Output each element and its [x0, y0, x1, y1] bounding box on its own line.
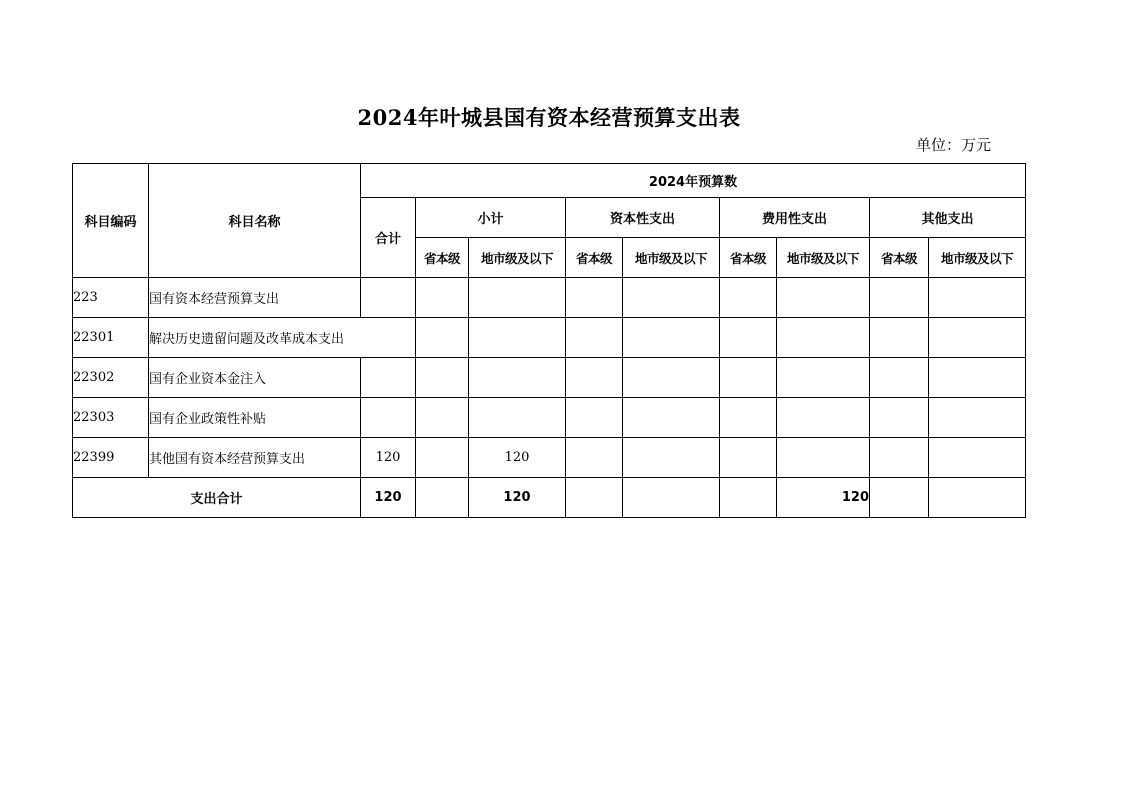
row-code: 22301: [73, 318, 149, 358]
total-row: [73, 478, 1026, 518]
header-city: 地市级及以下: [469, 238, 566, 278]
header-city: 地市级及以下: [623, 238, 720, 278]
row-code: 223: [73, 278, 149, 318]
row-total: [361, 358, 416, 398]
header-group-expense: 费用性支出: [720, 198, 870, 238]
table-row: [73, 398, 1026, 438]
total-label: 支出合计: [73, 478, 361, 518]
row-sub-city: 120: [469, 438, 566, 478]
row-name: 解决历史遗留问题及改革成本支出: [149, 318, 416, 358]
row-sub-city: [469, 398, 566, 438]
table-row: [73, 358, 1026, 398]
total-sub-prov: [416, 478, 469, 518]
header-province: 省本级: [720, 238, 777, 278]
row-cap-prov: [566, 318, 623, 358]
row-total: [361, 398, 416, 438]
row-cap-city: [623, 318, 720, 358]
table-row: [73, 438, 1026, 478]
total-sub-city: 120: [469, 478, 566, 518]
row-oth-prov: [870, 278, 929, 318]
total-cap-prov: [566, 478, 623, 518]
header-province: 省本级: [566, 238, 623, 278]
row-fee-prov: [720, 278, 777, 318]
header-code: 科目编码: [73, 164, 149, 278]
row-oth-prov: [870, 318, 929, 358]
row-code: 22303: [73, 398, 149, 438]
budget-table: [72, 163, 1026, 518]
header-group-capital: 资本性支出: [566, 198, 720, 238]
row-fee-city: [777, 358, 870, 398]
row-cap-prov: [566, 398, 623, 438]
row-sub-prov: [416, 358, 469, 398]
row-oth-city: [929, 358, 1026, 398]
row-fee-city: [777, 278, 870, 318]
header-total: 合计: [361, 198, 416, 278]
row-oth-city: [929, 278, 1026, 318]
total-oth-prov: [870, 478, 929, 518]
row-sub-city: [469, 358, 566, 398]
row-total: [361, 278, 416, 318]
row-cap-city: [623, 278, 720, 318]
total-fee-prov: [720, 478, 777, 518]
row-oth-city: [929, 438, 1026, 478]
header-group-other: 其他支出: [870, 198, 1026, 238]
row-sub-prov: [416, 438, 469, 478]
row-fee-prov: [720, 358, 777, 398]
row-cap-prov: [566, 438, 623, 478]
row-name: 其他国有资本经营预算支出: [149, 438, 361, 478]
header-province: 省本级: [416, 238, 469, 278]
row-name: 国有企业政策性补贴: [149, 398, 361, 438]
row-sub-city: [469, 318, 566, 358]
total-oth-city: [929, 478, 1026, 518]
table-row: [73, 318, 1026, 358]
row-cap-city: [623, 398, 720, 438]
row-fee-city: [777, 318, 870, 358]
row-sub-city: [469, 278, 566, 318]
row-code: 22399: [73, 438, 149, 478]
row-cap-city: [623, 358, 720, 398]
row-oth-prov: [870, 398, 929, 438]
total-cap-city: [623, 478, 720, 518]
row-cap-prov: [566, 358, 623, 398]
page-title: 2024年叶城县国有资本经营预算支出表: [357, 105, 741, 130]
row-cap-prov: [566, 278, 623, 318]
total-total: 120: [361, 478, 416, 518]
row-fee-city: [777, 398, 870, 438]
row-cap-city: [623, 438, 720, 478]
row-oth-city: [929, 318, 1026, 358]
row-sub-prov: [416, 318, 469, 358]
row-sub-prov: [416, 278, 469, 318]
header-city: 地市级及以下: [929, 238, 1026, 278]
header-budget-year: 2024年预算数: [361, 164, 1026, 198]
row-oth-prov: [870, 438, 929, 478]
row-sub-prov: [416, 398, 469, 438]
row-code: 22302: [73, 358, 149, 398]
header-name: 科目名称: [149, 164, 361, 278]
header-city: 地市级及以下: [777, 238, 870, 278]
row-fee-prov: [720, 398, 777, 438]
header-province: 省本级: [870, 238, 929, 278]
row-name: 国有资本经营预算支出: [149, 278, 361, 318]
header-group-subtotal: 小计: [416, 198, 566, 238]
row-name: 国有企业资本金注入: [149, 358, 361, 398]
total-fee-city: 120: [777, 478, 870, 518]
row-total: 120: [361, 438, 416, 478]
row-fee-prov: [720, 438, 777, 478]
unit-label: 单位：万元: [916, 136, 992, 154]
row-oth-city: [929, 398, 1026, 438]
table-row: [73, 278, 1026, 318]
row-oth-prov: [870, 358, 929, 398]
row-fee-city: [777, 438, 870, 478]
row-fee-prov: [720, 318, 777, 358]
